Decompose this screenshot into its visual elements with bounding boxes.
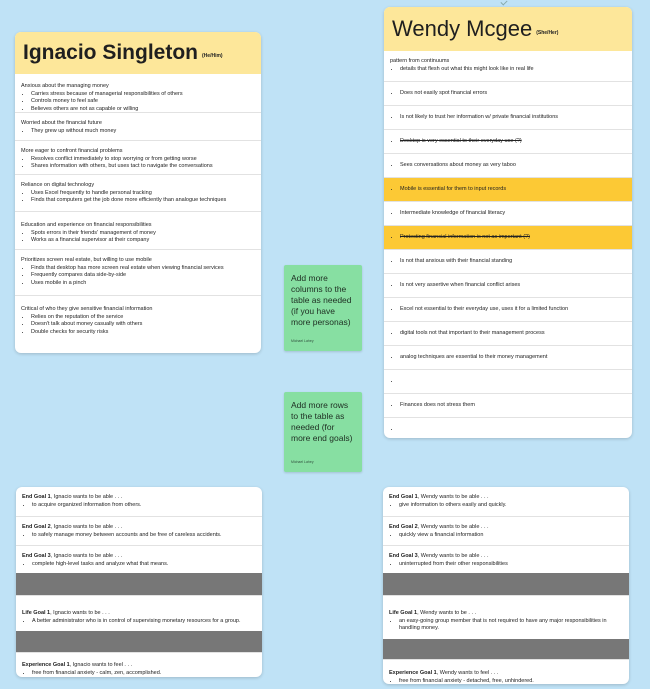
- wendy-row[interactable]: • Does not easily spot financial errors: [384, 81, 632, 105]
- experience-goal-1[interactable]: Experience Goal 1, Ignacio wants to feel . . . • free from financial anxiety - calm, zen, accomplished.: [16, 652, 262, 677]
- ignacio-row[interactable]: Prioritizes screen real estate, but willing to use mobile • Finds that desktop has more screen real estate when viewing financial services • Frequently compares data side-by-side • Uses mobile in a pinch: [15, 249, 261, 295]
- ignacio-row[interactable]: Worried about the financial future • They grew up without much money: [15, 112, 261, 140]
- empty-gray-row: [383, 639, 629, 659]
- life-goal-1[interactable]: Life Goal 1, Ignacio wants to be . . . • A better administrator who is in control of supervising monetary resources for a group.: [16, 595, 262, 631]
- empty-gray-row: [16, 631, 262, 652]
- wendy-name: Wendy Mcgee: [392, 16, 533, 41]
- end-goal-1[interactable]: End Goal 1, Ignacio wants to be able . . . • to acquire organized information from others.: [16, 487, 262, 516]
- wendy-row[interactable]: [384, 417, 632, 438]
- end-goal-2[interactable]: End Goal 2, Wendy wants to be able . . . • quickly view a financial information: [383, 516, 629, 545]
- wendy-pronouns: (She/Her): [536, 30, 559, 36]
- empty-gray-row: [16, 573, 262, 595]
- wendy-persona-card[interactable]: [384, 7, 632, 438]
- ignacio-pronouns: (He/Him): [202, 53, 223, 59]
- end-goal-3[interactable]: End Goal 3, Wendy wants to be able . . . • uninterrupted from their other responsibilities: [383, 545, 629, 573]
- ignacio-header: [15, 32, 261, 74]
- end-goal-3[interactable]: End Goal 3, Ignacio wants to be able . . . • complete high-level tasks and analyze what that means.: [16, 545, 262, 573]
- wendy-row[interactable]: • Intermediate knowledge of financial literacy: [384, 201, 632, 225]
- end-goal-2[interactable]: End Goal 2, Ignacio wants to be able . . . • to safely manage money between accounts and be free of careless accidents.: [16, 516, 262, 545]
- wendy-row-highlighted[interactable]: • Mobile is essential for them to input records: [384, 177, 632, 201]
- ignacio-row[interactable]: Education and experience on financial responsibilities • Spots errors in their friends' management of money • Works as a financial supervisor at their company: [15, 211, 261, 249]
- ignacio-row[interactable]: Anxious about the managing money • Carries stress because of managerial responsibilities of others • Controls money to feel safe • Believes others are not as capable or willing: [15, 74, 261, 112]
- wendy-header: [384, 7, 632, 51]
- wendy-goals-card[interactable]: [383, 487, 629, 684]
- connector-chevron-icon: [500, 0, 507, 6]
- wendy-row[interactable]: [384, 369, 632, 393]
- experience-goal-1[interactable]: Experience Goal 1, Wendy wants to feel . . . • free from financial anxiety - detached, free, unhindered.: [383, 659, 629, 684]
- wendy-row[interactable]: • analog techniques are essential to their money management: [384, 345, 632, 369]
- wendy-row[interactable]: • Is not likely to trust her information w/ private financial institutions: [384, 105, 632, 129]
- ignacio-goals-card[interactable]: [16, 487, 262, 677]
- end-goal-1[interactable]: End Goal 1, Wendy wants to be able . . . • give information to others easily and quickly.: [383, 487, 629, 516]
- ignacio-name: Ignacio Singleton: [23, 41, 199, 64]
- wendy-row[interactable]: • Sees conversations about money as very taboo: [384, 153, 632, 177]
- sticky-note-add-columns[interactable]: Add more columns to the table as needed (if you have more personas) Michael Lahey: [284, 265, 362, 351]
- life-goal-1[interactable]: Life Goal 1, Wendy wants to be . . . • an easy-going group member that is not required to have any major responsibilities in handling money.: [383, 595, 629, 639]
- wendy-row[interactable]: • Is not very assertive when financial conflict arises: [384, 273, 632, 297]
- wendy-row[interactable]: pattern from continuums • details that flesh out what this might look like in real life: [384, 51, 632, 81]
- wendy-row[interactable]: • Finances does not stress them: [384, 393, 632, 417]
- wendy-row[interactable]: • digital tools not that important to their management process: [384, 321, 632, 345]
- ignacio-persona-card[interactable]: [15, 32, 261, 353]
- ignacio-row[interactable]: Critical of who they give sensitive financial information • Relies on the reputation of the service • Doesn't talk about money casually with others • Double checks for security risks: [15, 295, 261, 341]
- wendy-row[interactable]: • Excel not essential to their everyday use, uses it for a limited function: [384, 297, 632, 321]
- ignacio-row[interactable]: Reliance on digital technology • Uses Excel frequently to handle personal tracking • Finds that computers get the job done more efficiently than analogue techniques: [15, 174, 261, 211]
- empty-gray-row: [383, 573, 629, 595]
- ignacio-row[interactable]: More eager to confront financial problems • Resolves conflict immediately to stop worrying or from getting worse • Shares information with others, but uses tact to navigate the conversations: [15, 140, 261, 174]
- wendy-row[interactable]: • Is not that anxious with their financial standing: [384, 249, 632, 273]
- wendy-row[interactable]: • Desktop is very essential to their everyday use (?): [384, 129, 632, 153]
- wendy-row-highlighted[interactable]: • Protecting financial information is not as important (?): [384, 225, 632, 249]
- sticky-note-add-rows[interactable]: Add more rows to the table as needed (for more end goals) Michael Lahey: [284, 392, 362, 472]
